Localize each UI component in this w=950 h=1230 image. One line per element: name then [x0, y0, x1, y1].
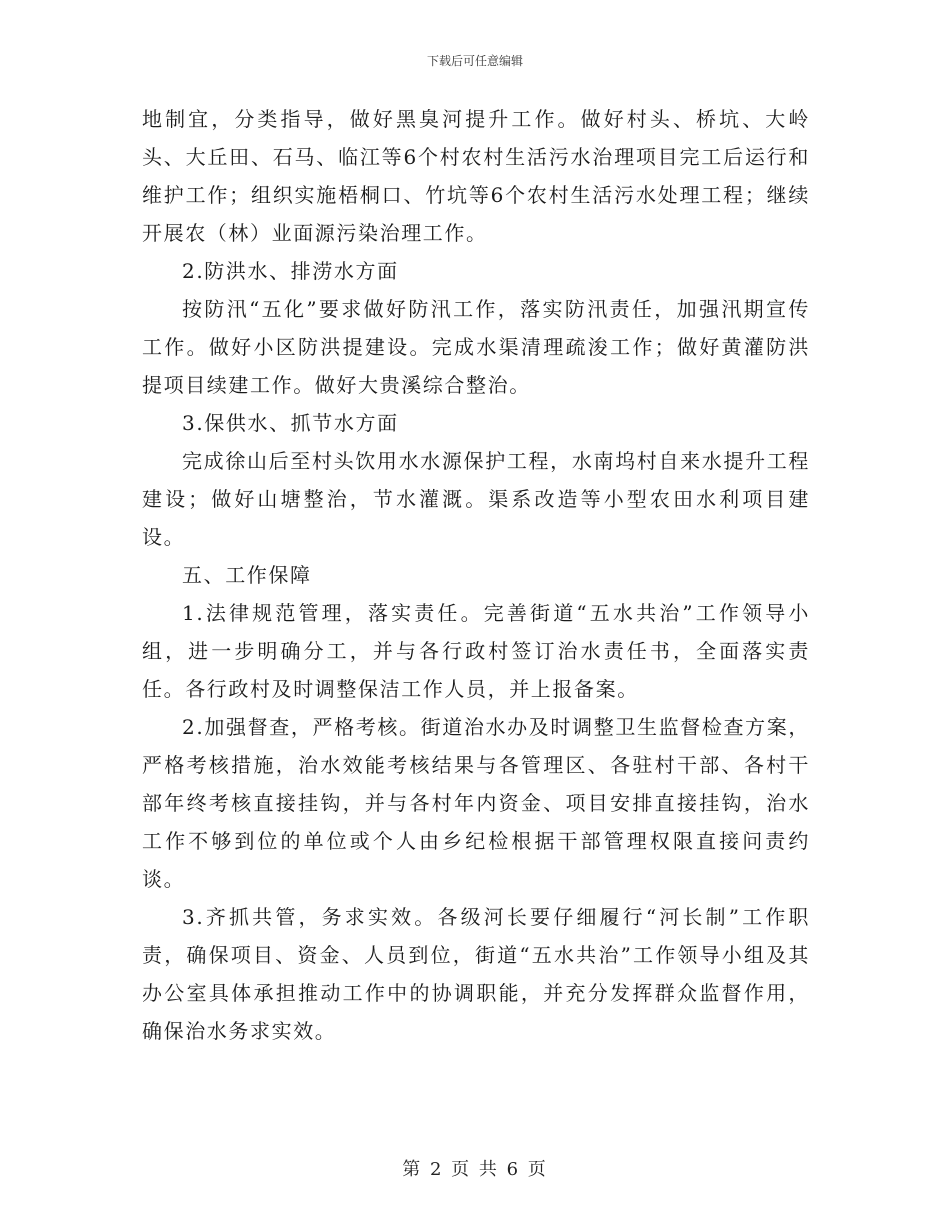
paragraph-guarantee-1: 1.法律规范管理，落实责任。完善街道“五水共治”工作领导小组，进一步明确分工，并与各行政村签订治水责任书，全面落实责任。各行政村及时调整保洁工作人员，并上报备案。 [142, 601, 810, 701]
section-heading-work-guarantee: 五、工作保障 [182, 563, 312, 587]
section-heading-water-supply: 3.保供水、抓节水方面 [182, 411, 399, 435]
section-heading-flood-control: 2.防洪水、排涝水方面 [182, 259, 399, 283]
paragraph-continuation: 地制宜，分类指导，做好黑臭河提升工作。做好村头、桥坑、大岭头、大丘田、石马、临江等6个村农村生活污水治理项目完工后运行和维护工作；组织实施梧桐口、竹坑等6个农村生活污水处理工程；继续开展农（林）业面源污染治理工作。 [142, 107, 810, 245]
paragraph-guarantee-2: 2.加强督查，严格考核。街道治水办及时调整卫生监督检查方案，严格考核措施，治水效能考核结果与各管理区、各驻村干部、各村干部年终考核直接挂钩，并与各村年内资金、项目安排直接挂钩，治水工作不够到位的单位或个人由乡纪检根据干部管理权限直接问责约谈。 [142, 715, 810, 891]
paragraph-water-supply: 完成徐山后至村头饮用水水源保护工程，水南坞村自来水提升工程建设；做好山塘整治，节水灌溉。渠系改造等小型农田水利项目建设。 [142, 449, 810, 549]
paragraph-flood-control: 按防汛“五化”要求做好防汛工作，落实防汛责任，加强汛期宣传工作。做好小区防洪提建设。完成水渠清理疏浚工作；做好黄灌防洪提项目续建工作。做好大贵溪综合整治。 [142, 297, 810, 397]
page-number: 第 2 页 共 6 页 [402, 1159, 548, 1180]
header-note: 下载后可任意编辑 [426, 54, 523, 68]
paragraph-guarantee-3: 3.齐抓共管，务求实效。各级河长要仔细履行“河长制”工作职责，确保项目、资金、人员到位，街道“五水共治”工作领导小组及其办公室具体承担推动工作中的协调职能，并充分发挥群众监督作用，确保治水务求实效。 [142, 905, 810, 1043]
document-body [142, 100, 810, 1050]
